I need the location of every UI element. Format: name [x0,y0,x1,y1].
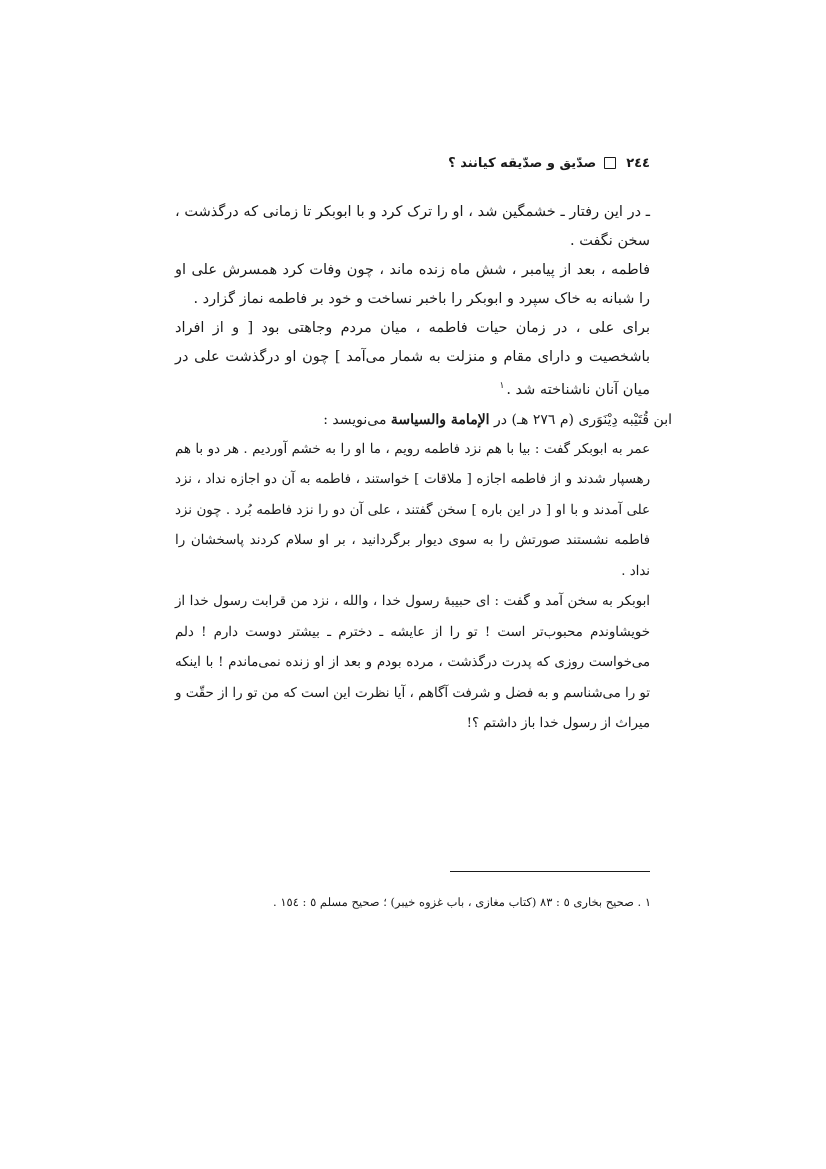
square-icon [604,157,616,169]
quote-introduction [175,405,672,435]
running-title: صدّيق و صدّيقه كيانند ؟ [448,155,597,171]
paragraph-3 [175,314,650,405]
page-number: ٢٤٤ [626,155,650,171]
paragraph-3-text: براى على ، در زمان حيات فاطمه ، ميان مردم وجاهتى بود [ و از افراد باشخصيت و داراى مقام و منزلت به شمار مى‌آمد ] چون او درگذشت على در ميان آنان ناشناخته شد . [175,320,650,398]
main-text [175,198,672,740]
quote-paragraph-1: عمر به ابوبكر گفت : بيا با هم نزد فاطمه رويم ، ما او را به خشم آورديم . هر دو با هم رهسپار شدند و از فاطمه اجازه [ ملاقات ] خواستند ، فاطمه به آن دو اجازه نداد ، نزد على آمدند و با او [ در اين باره ] سخن گفتند ، على آن دو را نزد فاطمه بُرد . چون نزد فاطمه نشستند صورتش را به سوى ديوار برگردانيد ، بر او سلام كردند پاسخشان را نداد . [175,441,650,579]
footnote: ١ . صحيح بخارى ٥ : ٨٣ (كتاب مغازى ، باب غزوه خيبر) ؛ صحيح مسلم ٥ : ١٥٤ . [273,895,651,909]
book-title: الإمامة والسياسة [390,411,490,428]
quote-paragraph-2: ابوبكر به سخن آمد و گفت : اى حبيبهٔ رسول خدا ، والله ، نزد من قرابت رسول خدا از خويشاوندم محبوب‌تر است ! تو را از عايشه ـ دخترم ـ بيشتر دوست دارم ! دلم مى‌خواست روزى كه پدرت درگذشت ، مرده بودم و بعد از او زنده نمى‌ماندم ! با اينكه تو را مى‌شناسم و به فضل و شرفت آگاهم ، آيا نظرت اين است كه من تو را از حقّت و ميراث از رسول خدا باز داشتم ؟! [175,594,650,732]
paragraph-2: فاطمه ، بعد از پيامبر ، شش ماه زنده ماند ، چون وفات كرد همسرش على او را شبانه به خاک سپرد و ابوبكر را باخبر نساخت و خود بر فاطمه نماز گزارد . [175,262,650,307]
intro-prefix: ابن قُتَيْبه دِيْنَوَرى (م ٢٧٦ هـ) در [494,411,672,428]
intro-suffix: مى‌نويسد : [323,411,387,428]
footnote-reference[interactable]: ١ [499,381,505,391]
paragraph-1: ـ در اين رفتار ـ خشمگين شد ، او را ترک کرد و با ابوبكر تا زمانى كه درگذشت ، سخن نگفت . [175,204,650,249]
footnote-divider [450,871,650,872]
running-header [150,152,650,174]
